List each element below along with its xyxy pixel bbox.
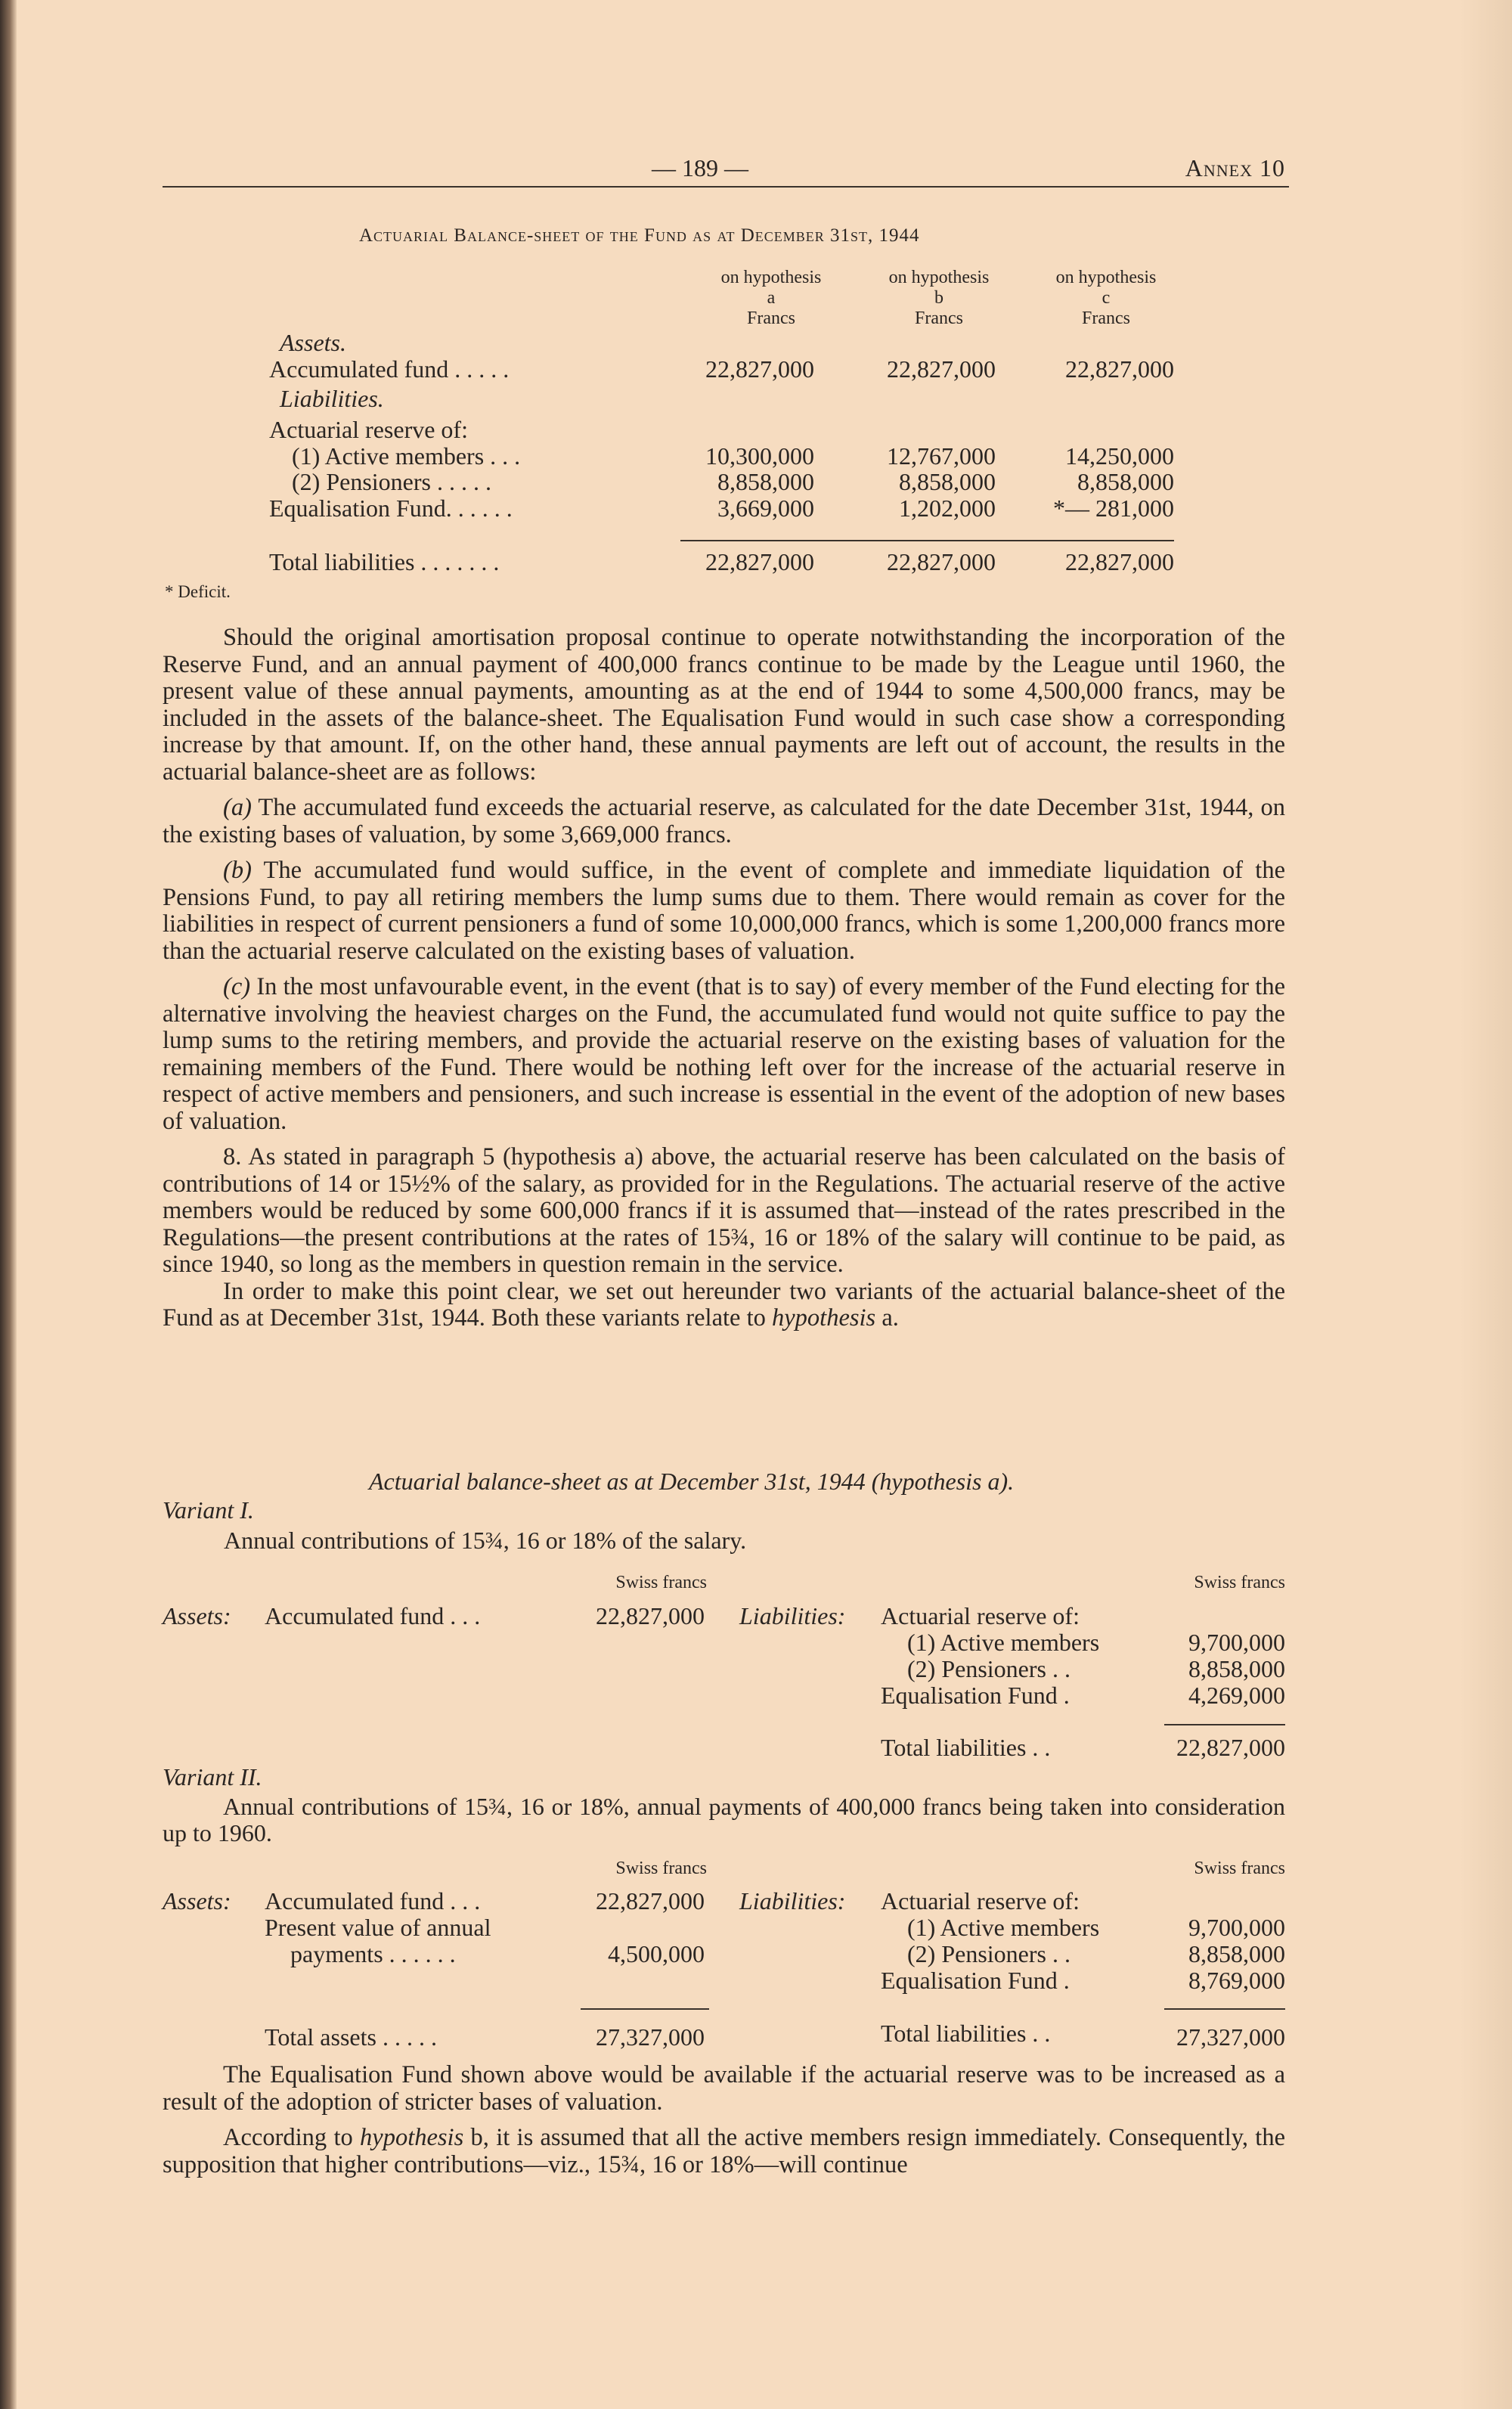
col-c-line3: Francs (1082, 308, 1130, 328)
total-rule (1164, 2008, 1285, 2010)
item-text: In the most unfavourable event, in the event (that is to say) of every member of the Fund electing for the alternative involving the heaviest charges on the Fund, the accumulated fund would not quite suffice to pay the lump sums to the retiring members, and provide the actuarial reserve on the existing bases of valuation for the remaining members of the Fund. There would be nothing left over for the increase of the actuarial reserve in respect of active members and pensioners, and such increase is essential in the event of the adoption of new bases of valuation. (163, 973, 1285, 1135)
col-b-line3: Francs (915, 308, 963, 328)
row-label: (1) Active members . . . (292, 442, 521, 470)
total-liabilities-label: Total liabilities . . (881, 1734, 1051, 1761)
paragraph-8: 8. As stated in paragraph 5 (hypothesis a) above, the actuarial reserve has been calculated on the basis of contributions of 14 or 15½% of the salary, as provided for in the Regulations. The actuarial reserve of the active members would be reduced by some 600,000 francs if it is assumed that—instead of the rates prescribed in the Regulations—the present contributions at the rates of 15¾, 16 or 18% of the salary will continue to be paid, as since 1940, so long as the members in question remain in the service. (163, 1143, 1285, 1278)
asset-label: payments . . . . . . (290, 1940, 456, 1967)
col-b-line1: on hypothesis (888, 268, 990, 287)
liabilities-label: Liabilities: (739, 1887, 846, 1914)
col-c-line1: on hypothesis (1055, 268, 1157, 287)
paragraph: The Equalisation Fund shown above would be available if the actuarial reserve was to be increased as a result of the adoption of stricter bases of valuation. (163, 2061, 1285, 2116)
row-label: Actuarial reserve of: (269, 416, 468, 443)
liabilities-heading: Liabilities. (280, 385, 384, 412)
variant-2-description: Annual contributions of 15¾, 16 or 18%, annual payments of 400,000 francs being taken into consideration up to 1960. (163, 1793, 1285, 1846)
annex-label: Annex 10 (1185, 154, 1285, 181)
liability-value: 9,700,000 (1188, 1629, 1285, 1656)
cell: 8,858,000 (1077, 468, 1174, 495)
cell: 12,767,000 (887, 442, 996, 470)
item-label: (b) (223, 857, 252, 884)
col-c-line2: c (1101, 288, 1111, 308)
asset-value: 4,500,000 (608, 1940, 705, 1967)
liability-label: (1) Active members (907, 1629, 1100, 1656)
paragraph-9 (163, 1279, 1285, 1332)
item-text: The accumulated fund exceeds the actuarial reserve, as calculated for the date December 31st, 1944, on the existing bases of valuation, by some 3,669,000 francs. (163, 794, 1285, 848)
liability-label: Equalisation Fund . (881, 1682, 1070, 1709)
cell: *— 281,000 (1053, 495, 1174, 522)
liability-value: 8,858,000 (1188, 1940, 1285, 1967)
liability-label: Equalisation Fund . (881, 1967, 1070, 1994)
total-liabilities-label: Total liabilities . . (881, 2020, 1051, 2047)
asset-value: 22,827,000 (596, 1887, 705, 1914)
assets-label: Assets: (163, 1887, 231, 1914)
cell: 22,827,000 (887, 355, 996, 383)
page-right-edge (1459, 0, 1512, 2409)
col-b-line2: b (934, 288, 943, 308)
row-label: (2) Pensioners . . . . . (292, 468, 491, 495)
paragraph (163, 2125, 1285, 2178)
cell: 8,858,000 (899, 468, 996, 495)
cell: 22,827,000 (705, 355, 814, 383)
item-text: The accumulated fund would suffice, in the event of complete and immediate liquidation of the Pensions Fund, to pay all retiring members the lump sums due to them. There would remain as cover for the liabilities in respect of current pensioners a fund of some 10,000,000 francs, which is some 1,200,000 francs more than the actuarial reserve calculated on the existing bases of valuation. (163, 857, 1285, 965)
item-label: (c) (223, 973, 251, 1000)
liabilities-label: Liabilities: (739, 1602, 846, 1629)
paragraph: Should the original amortisation proposal continue to operate notwithstanding the incorporation of the Reserve Fund, and an annual payment of 400,000 francs continue to be made by the League until 1960, the present value of these annual payments, amounting as at the end of 1944 to some 4,500,000 francs, may be included in the assets of the balance-sheet. The Equalisation Fund would in such case show a corresponding increase by that amount. If, on the other hand, these annual payments are left out of account, the results in the actuarial balance-sheet are as follows: (163, 624, 1285, 786)
currency-label: Swiss francs (615, 1573, 707, 1592)
text: According to (223, 2124, 361, 2151)
cell: 3,669,000 (717, 495, 814, 522)
text: b, it is assumed that all the active members resign immediately. Consequently, the supposition that higher contributions—viz., 15¾, 16 or 18%—will continue (163, 2124, 1285, 2178)
assets-heading: Assets. (280, 329, 346, 356)
variant-2-heading: Variant II. (163, 1763, 262, 1790)
col-a-line1: on hypothesis (720, 268, 822, 287)
body-text (163, 625, 1285, 1332)
text: In order to make this point clear, we set out hereunder two variants of the actuarial balance-sheet of the Fund as at December 31st, 1944. Both these variants relate to (163, 1277, 1285, 1332)
total-liabilities-value: 27,327,000 (1176, 2023, 1285, 2051)
row-label: Equalisation Fund. . . . . . (269, 495, 513, 522)
header-rule (163, 186, 1289, 188)
total-rule (680, 540, 1174, 541)
assets-label: Assets: (163, 1602, 231, 1629)
liability-label: (2) Pensioners . . (907, 1940, 1070, 1967)
cell: 1,202,000 (899, 495, 996, 522)
total-assets-value: 27,327,000 (596, 2023, 705, 2051)
liability-label: Actuarial reserve of: (881, 1887, 1080, 1914)
currency-label: Swiss francs (1194, 1573, 1285, 1592)
total-rule (1164, 1724, 1285, 1725)
row-label: Total liabilities . . . . . . . (269, 548, 500, 575)
liability-label: (1) Active members (907, 1914, 1100, 1941)
liability-label: (2) Pensioners . . (907, 1655, 1070, 1682)
col-a-line2: a (767, 288, 776, 308)
italic-text: hypothesis (360, 2124, 464, 2151)
variant-1-heading: Variant I. (163, 1496, 254, 1524)
cell: 22,827,000 (1065, 548, 1174, 575)
page-binding-edge (0, 0, 17, 2409)
asset-label: Accumulated fund . . . (265, 1602, 481, 1629)
table-title: Actuarial Balance-sheet of the Fund as at December 31st, 1944 (359, 225, 920, 246)
liability-value: 4,269,000 (1188, 1682, 1285, 1709)
paragraph-a (163, 795, 1285, 848)
variant-1-description: Annual contributions of 15¾, 16 or 18% of the salary. (224, 1527, 747, 1554)
total-assets-label: Total assets . . . . . (265, 2023, 437, 2051)
liability-value: 8,858,000 (1188, 1655, 1285, 1682)
variants-title: Actuarial balance-sheet as at December 31st, 1944 (hypothesis a). (369, 1468, 1015, 1495)
cell: 22,827,000 (1065, 355, 1174, 383)
cell: 8,858,000 (717, 468, 814, 495)
asset-value: 22,827,000 (596, 1602, 705, 1629)
row-label: Accumulated fund . . . . . (269, 355, 510, 383)
cell: 10,300,000 (705, 442, 814, 470)
liability-value: 9,700,000 (1188, 1914, 1285, 1941)
cell: 14,250,000 (1065, 442, 1174, 470)
liability-value: 8,769,000 (1188, 1967, 1285, 1994)
closing-text (163, 2062, 1285, 2178)
footnote: * Deficit. (165, 582, 231, 601)
asset-label: Accumulated fund . . . (265, 1887, 481, 1914)
liability-label: Actuarial reserve of: (881, 1602, 1080, 1629)
total-liabilities-value: 22,827,000 (1176, 1734, 1285, 1761)
italic-text: hypothesis (771, 1304, 876, 1332)
paragraph-b (163, 857, 1285, 965)
currency-label: Swiss francs (1194, 1859, 1285, 1878)
paragraph-c (163, 974, 1285, 1135)
text: a. (875, 1304, 899, 1332)
cell: 22,827,000 (705, 548, 814, 575)
asset-label: Present value of annual (265, 1914, 491, 1941)
total-rule (581, 2008, 709, 2010)
item-label: (a) (223, 794, 252, 821)
currency-label: Swiss francs (615, 1859, 707, 1878)
col-a-line3: Francs (747, 308, 795, 328)
cell: 22,827,000 (887, 548, 996, 575)
page-number: — 189 — (652, 154, 748, 181)
